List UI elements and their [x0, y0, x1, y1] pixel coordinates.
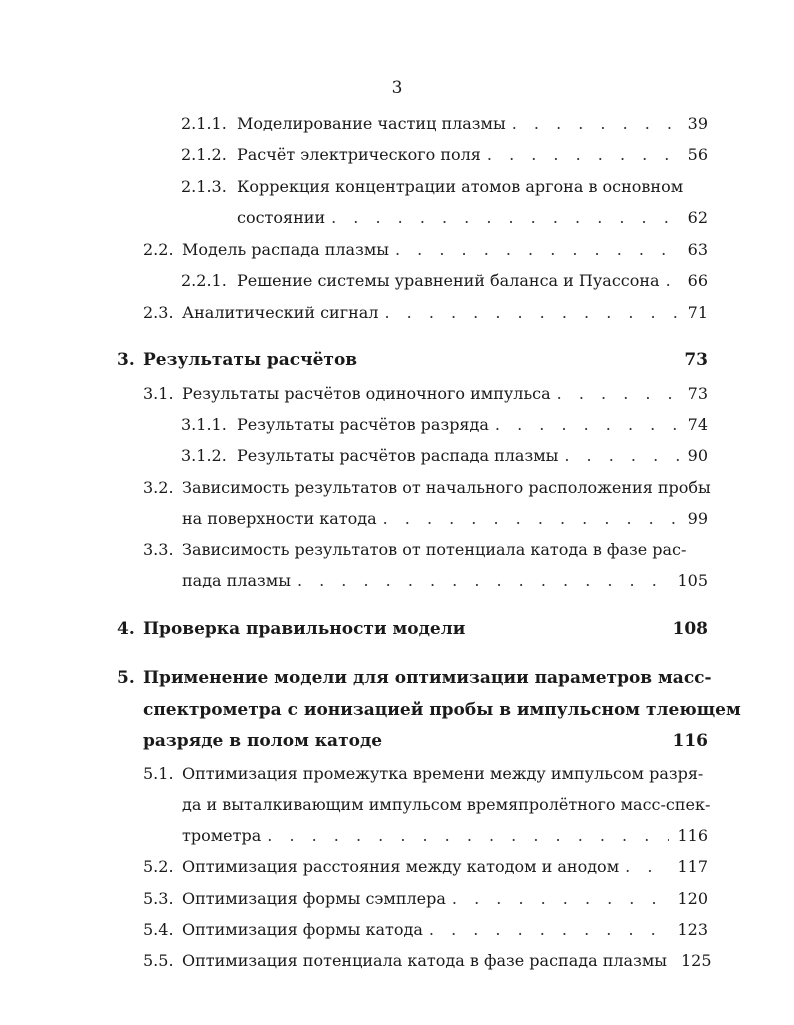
- toc-entry-title: Результаты расчётов: [143, 350, 358, 370]
- toc-entry-page: 99: [687, 509, 708, 528]
- toc-leader-dots: [297, 571, 670, 591]
- toc-entry-number: 2.1.3.: [181, 177, 227, 196]
- toc-entry-number: 3.2.: [143, 478, 174, 497]
- toc-entry-title: Зависимость результатов от потенциала катода в фазе рас-: [182, 540, 687, 559]
- toc-entry-5-2[interactable]: [143, 857, 708, 877]
- toc-entry-number: 3.: [117, 350, 135, 370]
- toc-chapter-5[interactable]: [117, 668, 712, 688]
- toc-entry-number: 5.: [117, 668, 135, 688]
- toc-entry-page: 90: [687, 446, 708, 465]
- toc-entry-number: 5.4.: [143, 920, 174, 939]
- toc-entry-title: Оптимизация расстояния между катодом и анодом: [182, 857, 620, 876]
- toc-entry-page: 71: [687, 303, 708, 322]
- toc-entry-number: 3.1.: [143, 384, 174, 403]
- toc-chapter-3[interactable]: [117, 350, 708, 370]
- toc-leader-dots: [331, 208, 680, 228]
- toc-entry-3-2[interactable]: [143, 478, 711, 498]
- toc-entry-title: Решение системы уравнений баланса и Пуассона: [237, 271, 660, 290]
- toc-entry-title: Аналитический сигнал: [182, 303, 379, 322]
- toc-entry-2-2-1[interactable]: [181, 271, 708, 291]
- toc-entry-number: 3.3.: [143, 540, 174, 559]
- page-number: 3: [391, 78, 403, 98]
- toc-leader-dots: [267, 826, 669, 846]
- toc-chapter-5-cont-2[interactable]: [143, 731, 708, 751]
- toc-entry-3-3-cont[interactable]: [182, 571, 708, 591]
- toc-entry-title: Результаты расчётов разряда: [237, 415, 489, 434]
- toc-entry-2-1-2[interactable]: [181, 145, 708, 165]
- toc-entry-page: 39: [687, 114, 708, 133]
- toc-leader-dots: [512, 114, 680, 134]
- toc-entry-5-4[interactable]: [143, 920, 708, 940]
- toc-entry-page: 125: [681, 951, 712, 970]
- toc-leader-dots: [384, 303, 679, 323]
- toc-entry-2-3[interactable]: [143, 303, 708, 323]
- toc-leader-dots: [557, 384, 680, 404]
- toc-entry-title: трометра: [182, 826, 262, 845]
- toc-entry-title: Оптимизация промежутка времени между импульсом разря-: [182, 764, 704, 783]
- toc-entry-title: Моделирование частиц плазмы: [237, 114, 506, 133]
- toc-entry-page: 116: [677, 826, 708, 845]
- toc-entry-title: Применение модели для оптимизации параметров масс-: [143, 668, 712, 688]
- toc-entry-title: Расчёт электрического поля: [237, 145, 481, 164]
- toc-entry-number: 2.2.1.: [181, 271, 227, 290]
- toc-entry-title: на поверхности катода: [182, 509, 377, 528]
- toc-entry-3-2-cont[interactable]: [182, 509, 708, 529]
- toc-entry-3-1-2[interactable]: [181, 446, 708, 466]
- toc-leader-dots: [666, 271, 680, 291]
- toc-entry-number: 3.1.2.: [181, 446, 227, 465]
- toc-entry-2-2[interactable]: [143, 240, 708, 260]
- toc-entry-3-1[interactable]: [143, 384, 708, 404]
- toc-entry-page: 120: [677, 889, 708, 908]
- toc-entry-title: Коррекция концентрации атомов аргона в основном: [237, 177, 684, 196]
- toc-entry-5-1[interactable]: [143, 764, 704, 784]
- toc-entry-page: 73: [687, 384, 708, 403]
- toc-entry-5-1-cont-1[interactable]: [182, 795, 711, 815]
- toc-entry-number: 2.2.: [143, 240, 174, 259]
- toc-entry-title: Оптимизация потенциала катода в фазе распада плазмы: [182, 951, 667, 970]
- toc-entry-number: 5.3.: [143, 889, 174, 908]
- toc-entry-title: Зависимость результатов от начального расположения пробы: [182, 478, 711, 497]
- toc-entry-2-1-3[interactable]: [181, 177, 684, 197]
- toc-entry-page: 117: [677, 857, 708, 876]
- toc-entry-number: 5.2.: [143, 857, 174, 876]
- toc-entry-number: 2.3.: [143, 303, 174, 322]
- toc-entry-page: 123: [677, 920, 708, 939]
- toc-entry-2-1-3-cont[interactable]: [237, 208, 708, 228]
- toc-entry-title: пада плазмы: [182, 571, 291, 590]
- toc-entry-title: Проверка правильности модели: [143, 619, 466, 639]
- toc-entry-5-3[interactable]: [143, 889, 708, 909]
- toc-entry-title: Результаты расчётов распада плазмы: [237, 446, 559, 465]
- toc-entry-page: 116: [672, 731, 708, 751]
- toc-entry-number: 5.1.: [143, 764, 174, 783]
- toc-leader-dots: [395, 240, 680, 260]
- toc-entry-3-1-1[interactable]: [181, 415, 708, 435]
- toc-entry-number: 4.: [117, 619, 135, 639]
- toc-entry-number: 5.5.: [143, 951, 174, 970]
- toc-entry-page: 105: [677, 571, 708, 590]
- toc-entry-title: разряде в полом катоде: [143, 731, 383, 751]
- toc-chapter-4[interactable]: [117, 619, 708, 639]
- toc-entry-5-5[interactable]: [143, 951, 712, 971]
- toc-entry-page: 74: [687, 415, 708, 434]
- toc-leader-dots: [452, 889, 670, 909]
- toc-entry-number: 3.1.1.: [181, 415, 227, 434]
- toc-leader-dots: [429, 920, 670, 940]
- toc-entry-number: 2.1.2.: [181, 145, 227, 164]
- toc-entry-title: да и выталкивающим импульсом времяпролётного масс-спек-: [182, 795, 711, 814]
- toc-entry-3-3[interactable]: [143, 540, 687, 560]
- toc-entry-page: 63: [687, 240, 708, 259]
- toc-entry-page: 108: [672, 619, 708, 639]
- toc-entry-2-1-1[interactable]: [181, 114, 708, 134]
- toc-entry-title: Оптимизация формы катода: [182, 920, 423, 939]
- toc-entry-title: состоянии: [237, 208, 326, 227]
- toc-entry-page: 62: [687, 208, 708, 227]
- toc-entry-number: 2.1.1.: [181, 114, 227, 133]
- toc-leader-dots: [625, 857, 669, 877]
- toc-chapter-5-cont-1[interactable]: [143, 700, 741, 720]
- toc-leader-dots: [495, 415, 680, 435]
- toc-entry-5-1-cont-2[interactable]: [182, 826, 708, 846]
- toc-leader-dots: [487, 145, 680, 165]
- toc-entry-page: 56: [687, 145, 708, 164]
- toc-entry-page: 73: [684, 350, 708, 370]
- toc-entry-title: Модель распада плазмы: [182, 240, 389, 259]
- toc-entry-page: 66: [687, 271, 708, 290]
- toc-entry-title: Результаты расчётов одиночного импульса: [182, 384, 551, 403]
- toc-leader-dots: [383, 509, 680, 529]
- toc-entry-title: спектрометра с ионизацией пробы в импульсном тлеющем: [143, 700, 741, 720]
- toc-entry-title: Оптимизация формы сэмплера: [182, 889, 446, 908]
- toc-leader-dots: [564, 446, 679, 466]
